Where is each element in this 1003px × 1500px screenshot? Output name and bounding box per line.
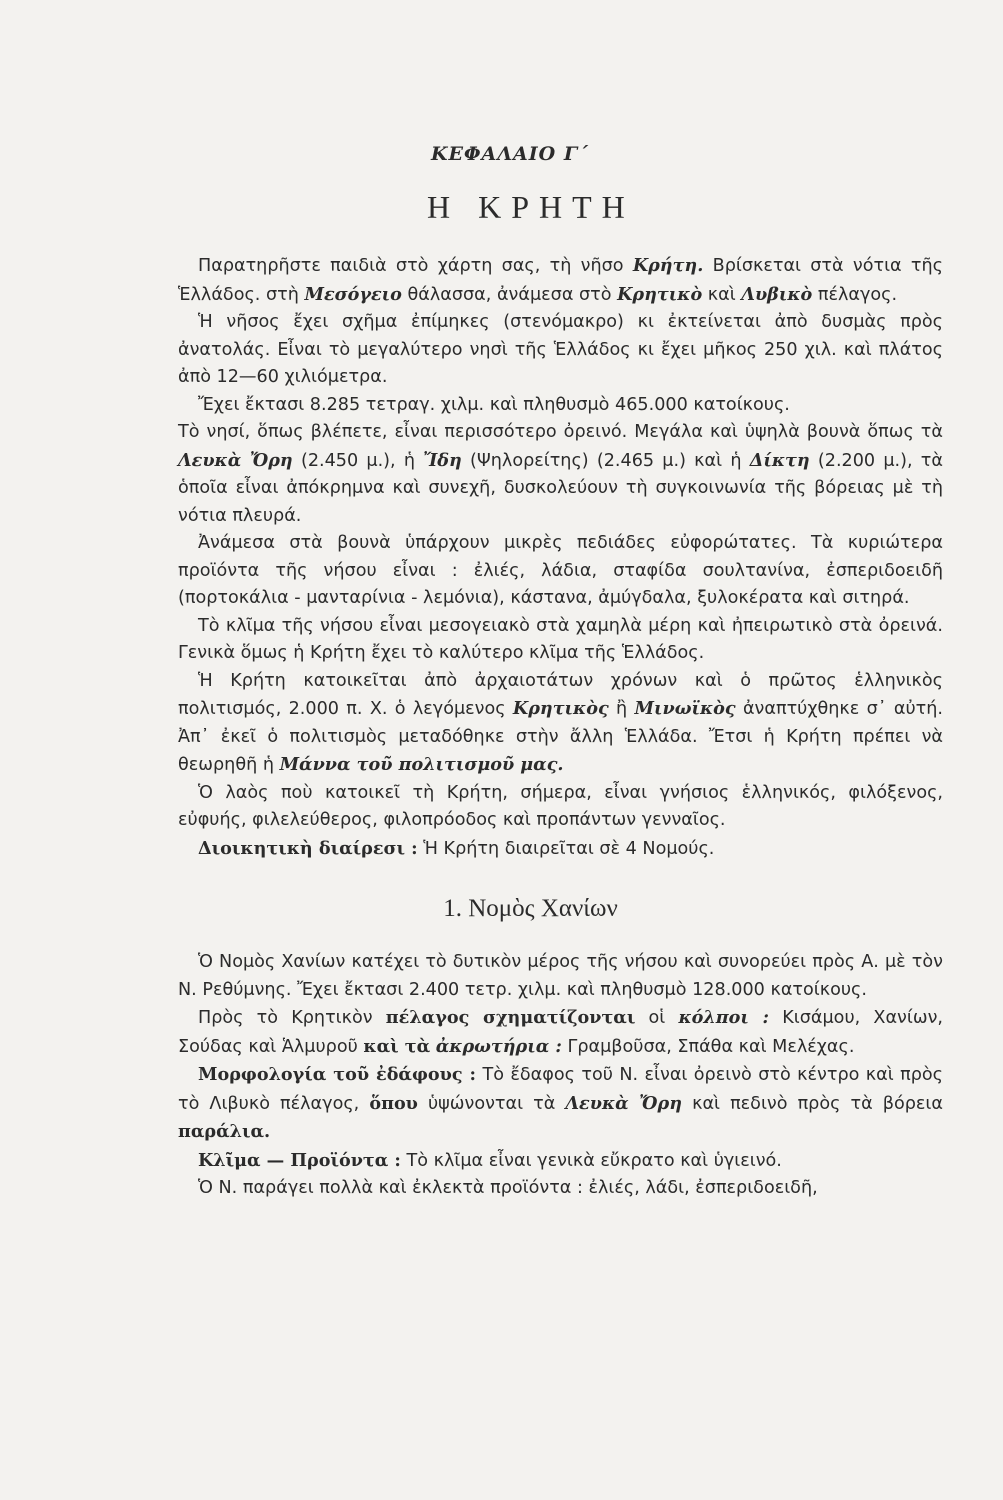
text-run: Ἡ Κρήτη διαιρεῖται σὲ 4 Νομούς. xyxy=(417,838,715,859)
emphasis-cretan: Κρητικὸς xyxy=(512,698,609,719)
chapter-heading: ΚΕΦΑΛΑΙΟ Γ΄ xyxy=(431,143,589,165)
section-text xyxy=(178,949,943,1203)
paragraph-mountains xyxy=(178,419,943,530)
paragraph-chania-location: Ὁ Νομὸς Χανίων κατέχει τὸ δυτικὸν μέρος τῆς νήσου καὶ συνορεύει πρὸς Α. μὲ τὸν Ν. Ρεθύμνης. Ἔχει ἔκτασι 2.400 τετρ. χιλμ. καὶ πληθυσμὸ 128.000 κατοίκους. xyxy=(178,952,943,1000)
paragraph-morphology xyxy=(178,1061,943,1147)
emphasis-libyan-sea: Λυβικὸ xyxy=(741,283,813,305)
paragraph-shape: Ἡ νῆσος ἔχει σχῆμα ἐπίμηκες (στενόμακρο) κι ἐκτείνεται ἀπὸ δυσμὰς πρὸς ἀνατολάς. Εἶναι τὸ μεγαλύτερο νησὶ τῆς Ἑλλάδος κι ἔχει μῆκος 250 χιλ. καὶ πλάτος ἀπὸ 12—60 χιλιόμετρα. xyxy=(178,312,943,387)
text-run: (2.450 μ.), ἡ xyxy=(292,450,424,471)
emphasis-cretan-sea: Κρητικὸ xyxy=(617,283,703,305)
text-run: Τὸ ἔδαφος τοῦ Ν. εἶναι ὀρεινὸ στὸ κέντρο καὶ πρὸς τὸ Λιβυκὸ πέλαγος, xyxy=(178,1065,944,1114)
text-run: πέλαγος. xyxy=(812,284,898,305)
emphasis-mother-of-civilization: Μάννα τοῦ πολιτισμοῦ μας. xyxy=(279,754,564,775)
text-run: ἢ xyxy=(608,699,635,719)
text-run: Ἡ Κρήτη κατοικεῖται ἀπὸ ἀρχαιοτάτων χρόνων καὶ ὁ πρῶτος ἑλληνικὸς πολιτισμός, 2.000 π. Χ. ὁ λεγόμενος xyxy=(178,670,943,719)
emphasis-lefka-ori: Λευκὰ Ὄρη xyxy=(565,1092,682,1114)
emphasis-crete: Κρήτη. xyxy=(632,255,704,276)
emphasis-minoan: Μινωϊκὸς xyxy=(634,698,736,719)
label-morphology: Μορφολογία τοῦ ἐδάφους : xyxy=(198,1064,477,1085)
paragraph-produce: Ὁ Ν. παράγει πολλὰ καὶ ἐκλεκτὰ προϊόντα : ἐλιές, λάδι, ἐσπεριδοειδῆ, xyxy=(198,1178,818,1198)
text-run: ὑψώνονται τὰ xyxy=(417,1093,566,1114)
emphasis-idi: Ἴδη xyxy=(423,449,462,471)
text-run: Βρίσκεται στὰ νότια τῆς Ἑλλάδος. στὴ xyxy=(178,256,943,305)
section-heading-chania: 1. Νομὸς Χανίων xyxy=(443,895,618,922)
bold-run: καὶ τὰ xyxy=(363,1035,431,1057)
page-title: Η ΚΡΗΤΗ xyxy=(427,189,635,225)
bold-run: ὅπου xyxy=(369,1092,418,1114)
text-run: ἀναπτύχθηκε σ᾽ αὐτή. Ἀπ᾽ ἐκεῖ ὁ πολιτισμὸς μεταδόθηκε στὴν ἄλλη Ἑλλάδα. Ἔτσι ἡ Κρήτη πρέπει νὰ θεωρηθῆ ἡ xyxy=(178,699,944,775)
text-run: Κισάμου, Χανίων, Σούδας καὶ Ἁλμυροῦ xyxy=(178,1008,943,1057)
emphasis-lefka-ori: Λευκὰ Ὄρη xyxy=(178,449,293,471)
emphasis-capes: ἀκρωτήρια : xyxy=(435,1035,562,1057)
paragraph-climate: Τὸ κλῖμα τῆς νήσου εἶναι μεσογειακὸ στὰ χαμηλὰ μέρη καὶ ἠπειρωτικὸ στὰ ὀρεινά. Γενικὰ ὅμως ἡ Κρήτη ἔχει τὸ καλύτερο κλῖμα τῆς Ἑλλάδος. xyxy=(178,615,943,663)
bold-run: παράλια. xyxy=(178,1121,271,1142)
text-run: (Ψηλορείτης) (2.465 μ.) καὶ ἡ xyxy=(461,450,750,471)
paragraph-location xyxy=(178,252,943,309)
paragraph-division xyxy=(178,835,943,864)
text-run: Παρατηρῆστε παιδιὰ στὸ χάρτη σας, τὴ νῆσο xyxy=(198,256,633,276)
text-run: καὶ xyxy=(702,284,742,305)
text-run: Τὸ κλῖμα εἶναι γενικὰ εὔκρατο καὶ ὑγιεινό. xyxy=(400,1150,782,1171)
paragraph-area: Ἔχει ἔκτασι 8.285 τετραγ. χιλμ. καὶ πληθυσμὸ 465.000 κατοίκους. xyxy=(198,394,790,415)
paragraph-people: Ὁ λαὸς ποὺ κατοικεῖ τὴ Κρήτη, σήμερα, εἶναι γνήσιος ἑλληνικός, φιλόξενος, εὐφυής, φιλελεύθερος, φιλοπρόοδος καὶ προπάντων γενναῖος. xyxy=(178,782,943,830)
paragraph-products: Ἀνάμεσα στὰ βουνὰ ὑπάρχουν μικρὲς πεδιάδες εὐφορώτατες. Τὰ κυριώτερα προϊόντα τῆς νήσου εἶναι : ἐλιές, λάδια, σταφίδα σουλτανίνα, ἐσπεριδοειδῆ (πορτοκάλια - μανταρίνια - λεμόνια), κάστανα, ἀμύγδαλα, ξυλοκέρατα καὶ σιτηρά. xyxy=(178,533,943,608)
text-run: Γραμβοῦσα, Σπάθα καὶ Μελέχας. xyxy=(561,1036,855,1057)
text-run: Τὸ νησί, ὅπως βλέπετε, εἶναι περισσότερο ὀρεινό. Μεγάλα καὶ ὑψηλὰ βουνὰ ὅπως τὰ xyxy=(178,422,943,442)
text-run: (2.200 μ.), τὰ ὁποῖα εἶναι ἀπόκρημνα καὶ συνεχῆ, δυσκολεύουν τὴ συγκοινωνία τῆς βόρειας μὲ τὴ νότια πλευρά. xyxy=(178,450,943,526)
emphasis-gulfs: κόλποι : xyxy=(678,1007,770,1028)
text-run: Πρὸς τὸ Κρητικὸν xyxy=(198,1008,386,1028)
bold-run: πέλαγος σχηματίζονται xyxy=(385,1007,636,1028)
paragraph-climate-products xyxy=(178,1147,943,1176)
label-administrative-division: Διοικητικὴ διαίρεσι : xyxy=(198,837,418,859)
text-run: οἱ xyxy=(635,1008,679,1028)
label-climate-products: Κλῖμα — Προϊόντα : xyxy=(198,1149,401,1171)
emphasis-dikti: Δίκτη xyxy=(749,449,810,471)
emphasis-mediterranean: Μεσόγειο xyxy=(304,283,402,305)
text-run: καὶ πεδινὸ πρὸς τὰ βόρεια xyxy=(682,1093,943,1114)
paragraph-gulfs xyxy=(178,1004,943,1061)
text-run: θάλασσα, ἀνάμεσα στὸ xyxy=(401,284,618,305)
intro-text xyxy=(178,252,943,863)
paragraph-civilization xyxy=(178,668,943,780)
